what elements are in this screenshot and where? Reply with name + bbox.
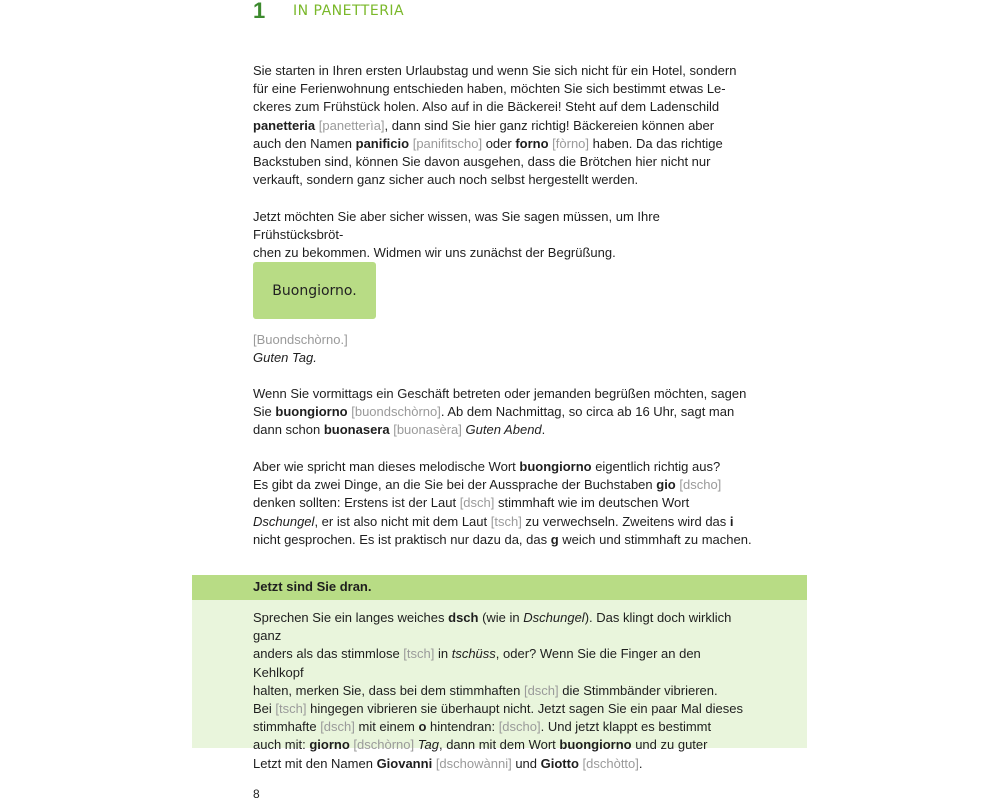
text-line: Jetzt möchten Sie aber sicher wissen, was Sie sagen müssen, um Ihre Frühstücksbröt-	[253, 209, 660, 243]
intro-paragraph	[253, 62, 753, 189]
text-line: Wenn Sie vormittags ein Geschäft betreten oder jemanden begrüßen möchten, sagen	[253, 386, 747, 401]
text-line: Aber wie spricht man dieses melodische Wort buongiorno eigentlich richtig aus?	[253, 459, 721, 474]
text-line: Backstuben sind, können Sie davon ausgehen, dass die Brötchen hier nicht nur	[253, 154, 711, 170]
text-line: Dschungel, er ist also nicht mit dem Laut [tsch] zu verwechseln. Zweitens wird das i	[253, 513, 734, 529]
pronunciation-paragraph	[253, 458, 753, 549]
usage-paragraph	[253, 385, 753, 440]
phrase-translation: Guten Tag.	[253, 350, 317, 366]
greeting-intro-paragraph	[253, 208, 753, 263]
exercise-box	[192, 575, 807, 771]
text-line: stimmhafte [dsch] mit einem o hintendran: [dscho]. Und jetzt klappt es bestimmt	[253, 719, 712, 735]
phrase-pronunciation: [Buondschòrno.]	[253, 332, 348, 347]
exercise-header	[192, 575, 807, 600]
text-line: panetteria [panetterìa], dann sind Sie hier ganz richtig! Bäckereien können aber	[253, 117, 715, 133]
text-line: auch mit: giorno [dschòrno] Tag, dann mit dem Wort buongiorno und zu guter	[253, 737, 708, 753]
text-line: Sprechen Sie ein langes weiches dsch (wie in Dschungel). Das klingt doch wirklich ganz	[253, 610, 732, 644]
text-line: anders als das stimmlose [tsch] in tschüss, oder? Wenn Sie die Finger an den Kehlkopf	[253, 646, 701, 680]
text-line: auch den Namen panificio [panifitscho] oder forno [fòrno] haben. Da das richtige	[253, 135, 723, 151]
text-line: verkauft, sondern ganz sicher auch noch selbst hergestellt werden.	[253, 172, 639, 188]
page-number: 8	[253, 787, 260, 801]
text-line: chen zu bekommen. Widmen wir uns zunächst der Begrüßung.	[253, 245, 616, 261]
text-line: Bei [tsch] hingegen vibrieren sie überhaupt nicht. Jetzt sagen Sie ein paar Mal dieses	[253, 701, 743, 717]
text-line: denken sollten: Erstens ist der Laut [dsch] stimmhaft wie im deutschen Wort	[253, 495, 690, 511]
text-line: ckeres zum Frühstück holen. Also auf in die Bäckerei! Steht auf dem Ladenschild	[253, 99, 720, 115]
text-line: für eine Ferienwohnung entschieden haben, möchten Sie sich bestimmt etwas Le-	[253, 81, 726, 97]
text-line: Sie buongiorno [buondschòrno]. Ab dem Nachmittag, so circa ab 16 Uhr, sagt man	[253, 404, 735, 420]
text-line: dann schon buonasera [buonasèra] Guten Abend.	[253, 422, 546, 438]
text-line: halten, merken Sie, dass bei dem stimmhaften [dsch] die Stimmbänder vibrieren.	[253, 682, 718, 698]
chapter-title: IN PANETTERIA	[293, 3, 405, 19]
exercise-title: Jetzt sind Sie dran.	[253, 579, 372, 594]
text-line: nicht gesprochen. Es ist praktisch nur dazu da, das g weich und stimmhaft zu machen.	[253, 531, 752, 547]
phrase-card: Buongiorno.	[253, 262, 376, 319]
text-line: Letzt mit den Namen Giovanni [dschowànni] und Giotto [dschòtto].	[253, 755, 643, 771]
text-line: Es gibt da zwei Dinge, an die Sie bei der Aussprache der Buchstaben gio [dscho]	[253, 477, 722, 493]
exercise-body	[253, 609, 753, 773]
phrase-details	[253, 331, 753, 367]
text-line: Sie starten in Ihren ersten Urlaubstag und wenn Sie sich nicht für ein Hotel, sondern	[253, 63, 737, 78]
chapter-number: 1	[253, 0, 266, 23]
